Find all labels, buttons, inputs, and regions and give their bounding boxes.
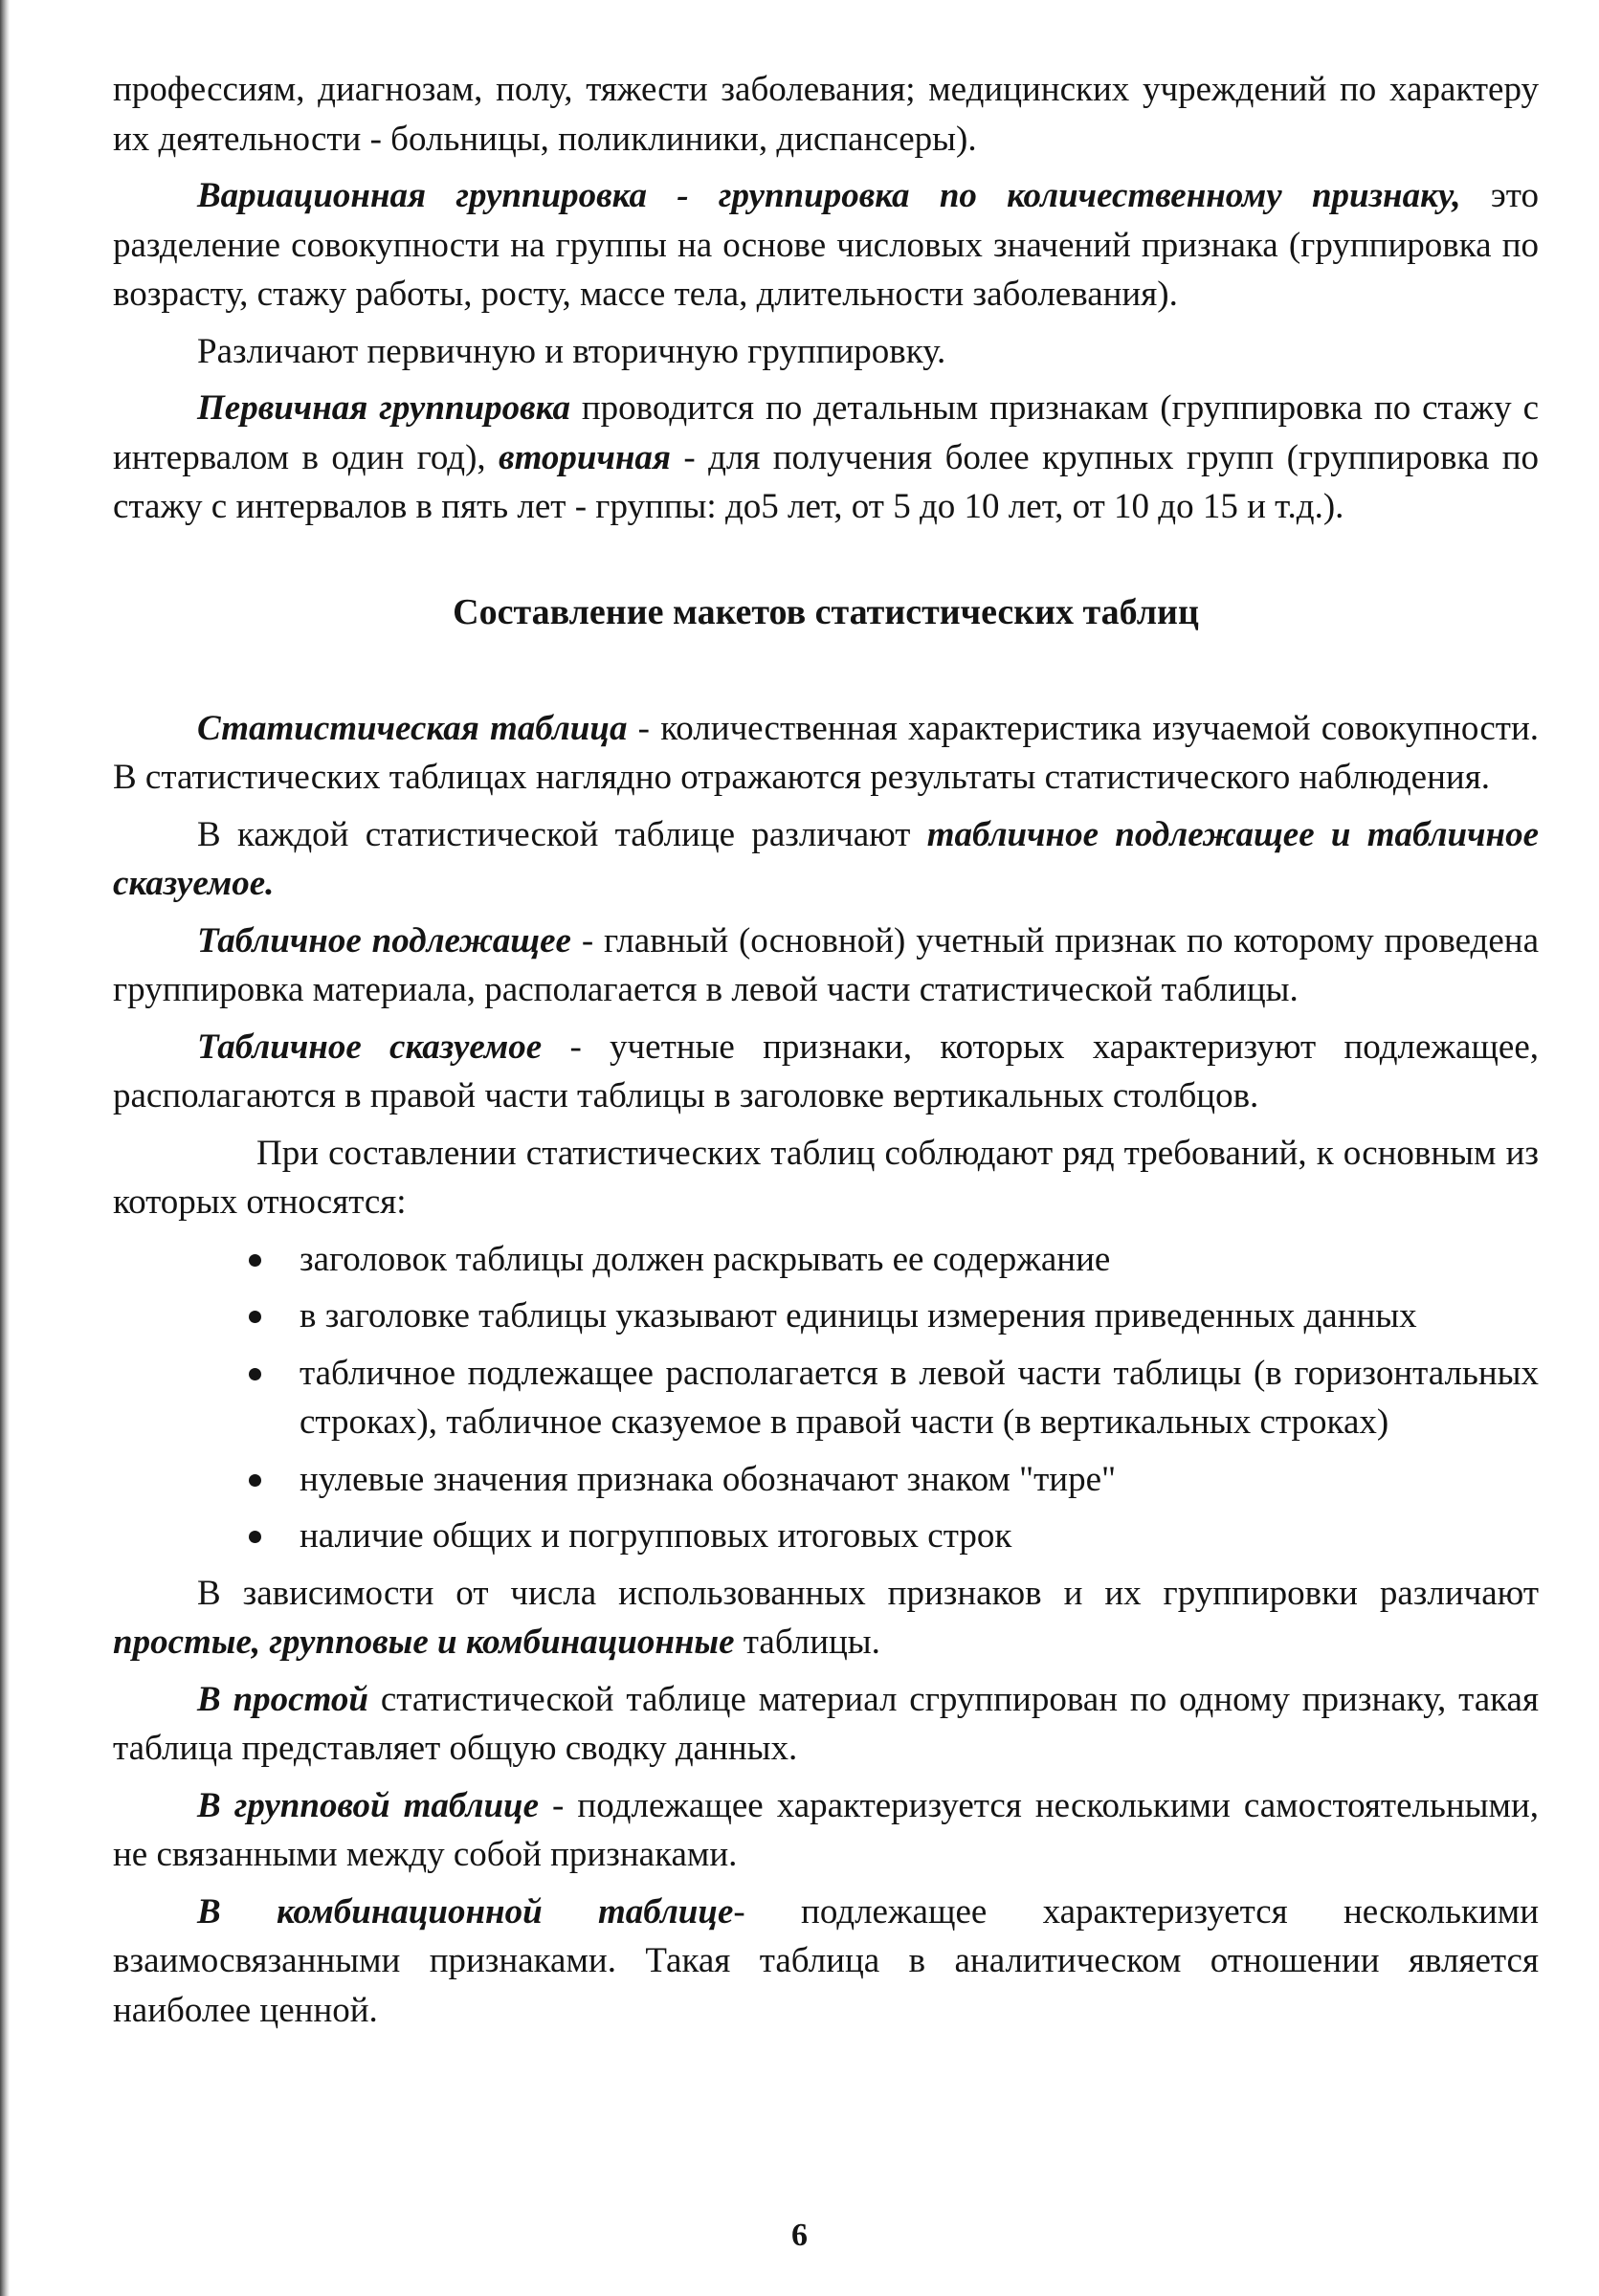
requirements-list: [113, 1235, 1539, 1561]
paragraph-requirements-text: При составлении статистических таблиц соблюдают ряд требований, к основным из которых относятся:: [113, 1133, 1539, 1222]
paragraph-grouping-types: [113, 327, 1539, 377]
term-table-parts: табличное подлежащее и табличное сказуемое.: [113, 814, 1539, 903]
scan-edge-shadow: [0, 0, 10, 2296]
term-table-kinds: простые, групповые и комбинационные: [113, 1623, 735, 1662]
paragraph-primary-grouping-text: проводится по детальным признакам (группировка по стажу с интервалом в один год),: [113, 388, 1539, 477]
list-item-text: табличное подлежащее располагается в левой части таблицы (в горизонтальных строках), табличное сказуемое в правой части (в вертикальных строках): [300, 1353, 1539, 1442]
list-item: [113, 1292, 1539, 1341]
page-number: 6: [791, 2218, 808, 2253]
term-statistical-table: Статистическая таблица: [197, 708, 628, 748]
bullet-icon: [249, 1368, 261, 1380]
paragraph-combination-table: [113, 1888, 1539, 2036]
paragraph-1: [113, 65, 1539, 164]
paragraph-group-table: [113, 1781, 1539, 1880]
bullet-icon: [249, 1474, 261, 1487]
paragraph-requirements: [113, 1129, 1539, 1227]
paragraph-table-subject: [113, 916, 1539, 1015]
term-variation-grouping: Вариационная группировка - группировка по количественному признаку,: [197, 176, 1461, 215]
term-group-table: В групповой таблице: [197, 1785, 540, 1825]
paragraph-1-text: профессиям, диагнозам, полу, тяжести заболевания; медицинских учреждений по характеру их деятельности - больницы, поликлиники, диспансеры).: [113, 70, 1539, 159]
paragraph-simple-table-text: статистической таблице материал сгруппирован по одному признаку, такая таблица представляет общую сводку данных.: [113, 1679, 1539, 1768]
paragraph-grouping-types-text: Различают первичную и вторичную группировку.: [197, 331, 946, 371]
paragraph-secondary-grouping-text: - для получения более крупных групп (группировка по стажу с интервалов в пять лет - группы: до5 лет, от 5 до 10 лет, от 10 до 15 и т.д.).: [113, 437, 1539, 526]
paragraph-simple-table: [113, 1675, 1539, 1774]
paragraph-group-table-text: - подлежащее характеризуется несколькими самостоятельными, не связанными между собой признаками.: [113, 1785, 1539, 1874]
term-primary-grouping: Первичная группировка: [197, 388, 570, 428]
paragraph-variation-grouping: [113, 171, 1539, 320]
list-item-text: нулевые значения признака обозначают знаком "тире": [300, 1459, 1117, 1499]
paragraph-statistical-table-text: - количественная характеристика изучаемой совокупности. В статистических таблицах наглядно отражаются результаты статистического наблюдения.: [113, 708, 1539, 797]
term-table-predicate: Табличное сказуемое: [197, 1027, 543, 1067]
paragraph-variation-grouping-text: это разделение совокупности на группы на основе числовых значений признака (группировка по возрасту, стажу работы, росту, массе тела, длительности заболевания).: [113, 176, 1539, 314]
paragraph-primary-grouping: [113, 384, 1539, 532]
bullet-icon: [249, 1254, 261, 1267]
section-heading: Составление макетов статистических таблиц: [453, 591, 1199, 632]
paragraph-table-parts-text: В каждой статистической таблице различают: [197, 814, 927, 854]
paragraph-table-kinds-end: таблицы.: [734, 1623, 880, 1662]
list-item: [113, 1349, 1539, 1447]
paragraph-table-parts: [113, 810, 1539, 909]
paragraph-combination-table-text: - подлежащее характеризуется несколькими взаимосвязанными признаками. Такая таблица в аналитическом отношении является наиболее ценной.: [113, 1891, 1540, 2030]
paragraph-table-kinds-text: В зависимости от числа использованных признаков и их группировки различают: [197, 1573, 1539, 1613]
list-item: [113, 1235, 1539, 1285]
paragraph-table-subject-text: - главный (основной) учетный признак по которому проведена группировка материала, располагается в левой части статистической таблицы.: [113, 920, 1539, 1009]
term-simple-table: В простой: [197, 1679, 368, 1719]
list-item: [113, 1455, 1539, 1505]
paragraph-table-predicate-text: - учетные признаки, которых характеризуют подлежащее, располагаются в правой части таблицы в заголовке вертикальных столбцов.: [113, 1027, 1539, 1115]
term-secondary-grouping: вторичная: [499, 437, 671, 477]
bullet-icon: [249, 1531, 261, 1543]
term-table-subject: Табличное подлежащее: [197, 920, 571, 960]
bullet-icon: [249, 1311, 261, 1323]
list-item: [113, 1512, 1539, 1561]
paragraph-table-predicate: [113, 1023, 1539, 1121]
page-body: [113, 65, 1539, 2042]
list-item-text: в заголовке таблицы указывают единицы измерения приведенных данных: [300, 1296, 1417, 1336]
term-combination-table: В комбинационной таблице: [197, 1891, 734, 1932]
list-item-text: наличие общих и погрупповых итоговых строк: [300, 1516, 1012, 1556]
paragraph-table-kinds: [113, 1569, 1539, 1667]
paragraph-statistical-table: [113, 704, 1539, 803]
list-item-text: заголовок таблицы должен раскрывать ее содержание: [300, 1239, 1111, 1279]
